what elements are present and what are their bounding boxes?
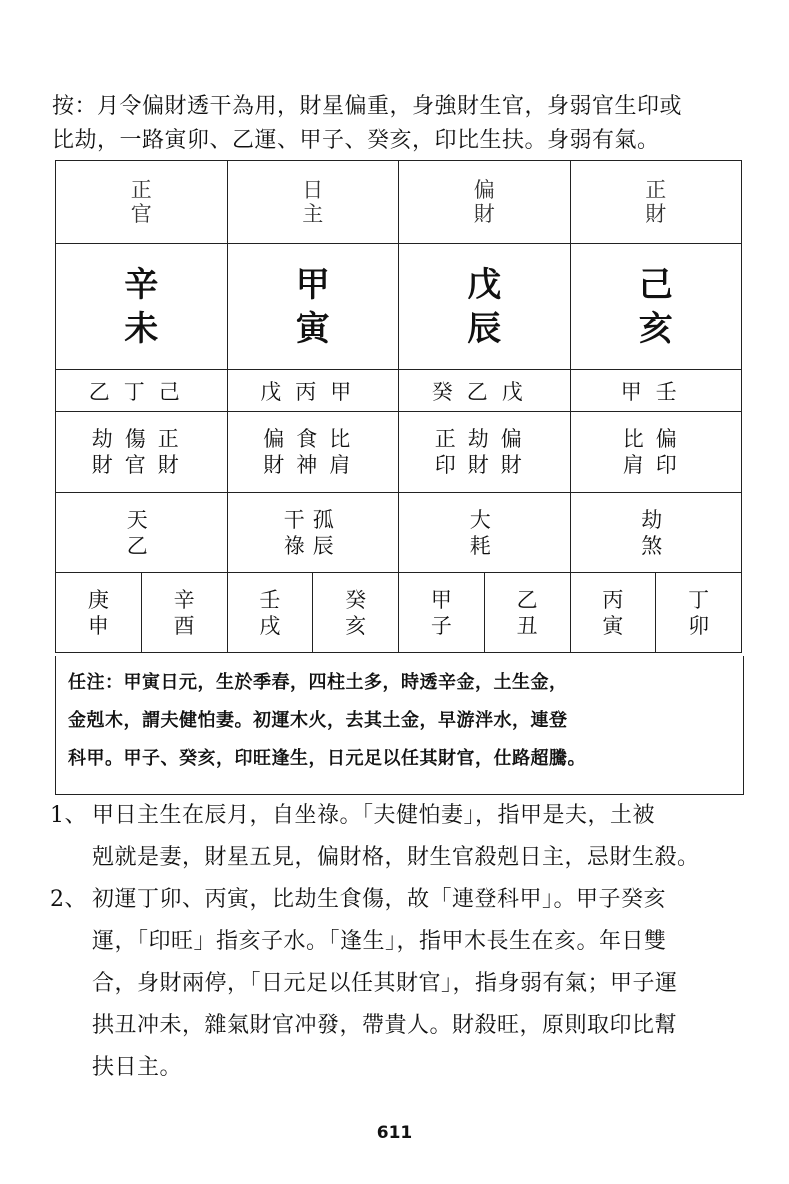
commentary-line: 科甲。甲子、癸亥，印旺逢生，日元足以任其財官，仕路超騰。 — [68, 748, 586, 769]
pillar-label-cell: 日 主 — [227, 161, 399, 244]
page-number: 611 — [376, 1123, 413, 1143]
hidden-gods-row — [56, 412, 742, 493]
commentary-line: 任注：甲寅日元，生於季春，四柱土多，時透辛金，土生金， — [68, 672, 568, 693]
item-line: 甲日主生在辰月，自坐祿。「夫健怕妻」，指甲是夫，土被 — [92, 803, 656, 828]
item-line: 扶日主。 — [92, 1055, 183, 1080]
heavenly-stem: 甲 — [295, 264, 330, 305]
luck-cycle-cell: 丙 寅 丁 卯 — [570, 573, 742, 653]
intro-line: 按：月令偏財透干為用，財星偏重，身強財生官，身弱官生印或 — [52, 94, 683, 119]
pillar-label-cell: 偏 財 — [399, 161, 571, 244]
pillar-label-cell: 正 官 — [56, 161, 228, 244]
pillar-cell — [399, 244, 571, 370]
pillar-label-cell: 正 財 — [570, 161, 742, 244]
luck-cycle-cell: 庚 申 辛 酉 — [56, 573, 228, 653]
item-number: 2、 — [50, 887, 87, 912]
spirit-star-cell: 干孤 祿辰 — [227, 493, 399, 573]
earthly-branch: 寅 — [295, 308, 330, 349]
hidden-stems-cell: 乙丁己 — [56, 370, 228, 412]
luck-cycle-cell: 甲 子 乙 丑 — [399, 573, 571, 653]
pillar-cell — [570, 244, 742, 370]
hidden-stems-cell: 戊丙甲 — [227, 370, 399, 412]
heavenly-stem: 戊 — [467, 264, 502, 305]
spirit-star-cell: 劫 煞 — [570, 493, 742, 573]
spirit-star-cell: 天 乙 — [56, 493, 228, 573]
item-line: 初運丁卯、丙寅，比劫生食傷，故「連登科甲」。甲子癸亥 — [92, 887, 667, 912]
list-item — [50, 879, 760, 1089]
hidden-stems-row — [56, 370, 742, 412]
pillar-row — [56, 244, 742, 370]
commentary-box — [55, 656, 744, 795]
item-line: 合，身財兩停，「日元足以任其財官」，指身弱有氣；甲子運 — [92, 971, 678, 996]
earthly-branch: 辰 — [467, 308, 502, 349]
heavenly-stem: 辛 — [124, 264, 159, 305]
list-item — [50, 795, 760, 879]
luck-cycle-cell: 壬 戌 癸 亥 — [227, 573, 399, 653]
bazi-chart-table — [55, 160, 742, 653]
earthly-branch: 亥 — [638, 308, 673, 349]
spirit-star-cell: 大 耗 — [399, 493, 571, 573]
earthly-branch: 未 — [124, 308, 159, 349]
luck-cycle-row — [56, 573, 742, 653]
intro-paragraph — [52, 90, 752, 158]
item-number: 1、 — [50, 803, 87, 828]
heavenly-stem: 己 — [638, 264, 673, 305]
hidden-stems-cell: 甲壬 — [570, 370, 742, 412]
pillar-cell — [56, 244, 228, 370]
item-line: 剋就是妻，財星五見，偏財格，財生官殺剋日主，忌財生殺。 — [92, 845, 700, 870]
ten-god-label-row — [56, 161, 742, 244]
intro-line: 比劫，一路寅卯、乙運、甲子、癸亥，印比生扶。身弱有氣。 — [52, 128, 660, 153]
item-line: 運，「印旺」指亥子水。「逢生」，指甲木長生在亥。年日雙 — [92, 929, 667, 954]
hidden-stems-cell: 癸乙戊 — [399, 370, 571, 412]
explanation-list — [50, 795, 760, 1089]
hidden-gods-cell: 偏食比 財神肩 — [227, 412, 399, 493]
hidden-gods-cell: 正劫偏 印財財 — [399, 412, 571, 493]
hidden-gods-cell: 劫傷正 財官財 — [56, 412, 228, 493]
item-line: 拱丑冲未，雜氣財官冲發，帶貴人。財殺旺，原則取印比幫 — [92, 1013, 678, 1038]
commentary-line: 金剋木，謂夫健怕妻。初運木火，去其土金，早游泮水，連登 — [68, 710, 568, 731]
hidden-gods-cell: 比偏 肩印 — [570, 412, 742, 493]
pillar-cell — [227, 244, 399, 370]
spirit-stars-row — [56, 493, 742, 573]
